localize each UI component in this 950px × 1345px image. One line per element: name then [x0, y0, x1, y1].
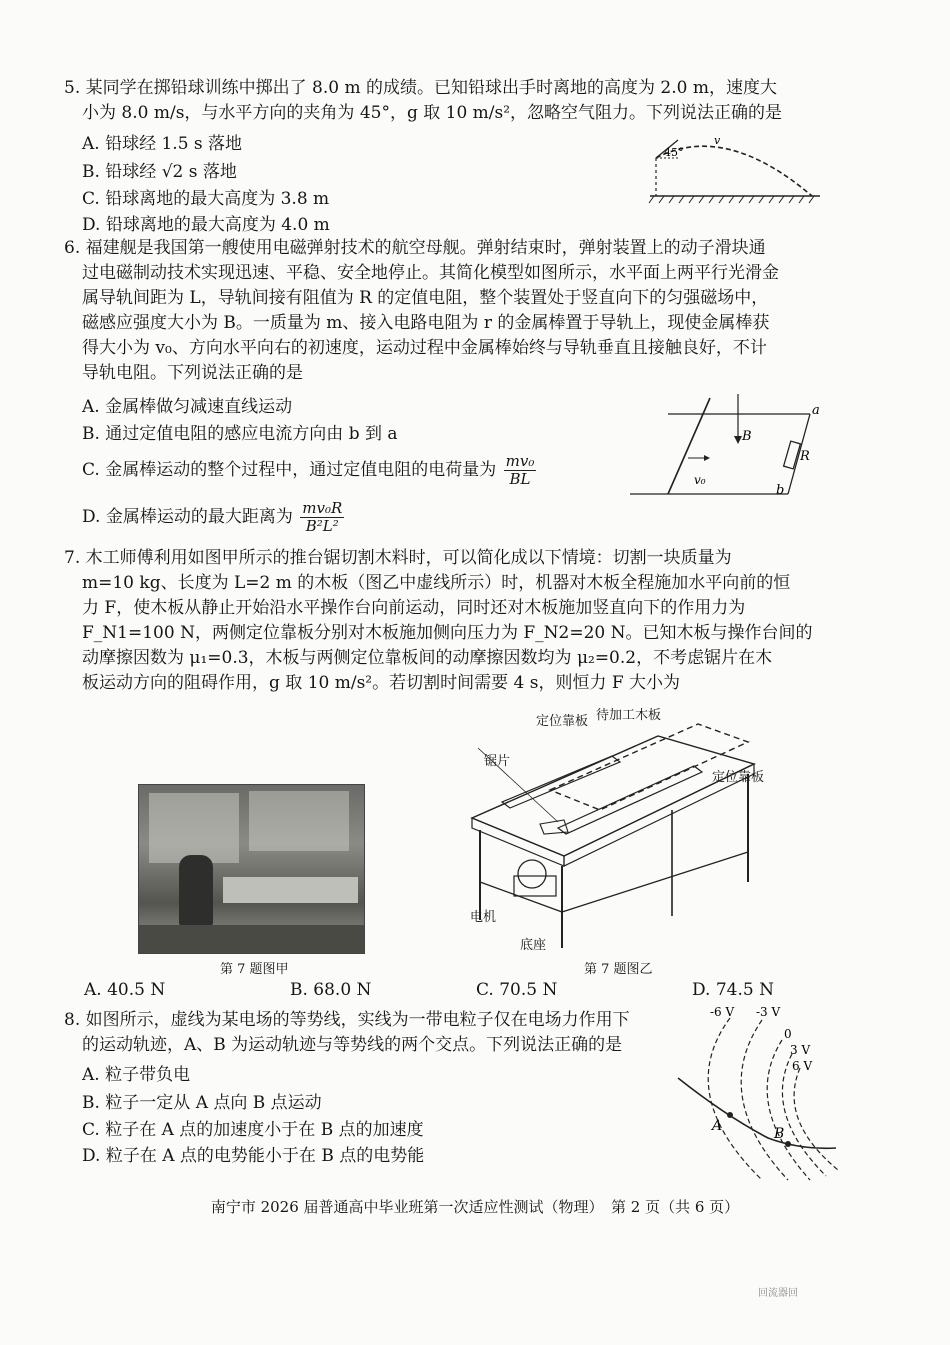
q8-point-b-label: B	[774, 1126, 785, 1142]
q5-line-2: 小为 8.0 m/s，与水平方向的夹角为 45°，g 取 10 m/s²，忽略空气阻力。下列说法正确的是	[82, 103, 783, 123]
q7-option-b: B. 68.0 N	[290, 980, 372, 1000]
q8-line-2: 的运动轨迹，A、B 为运动轨迹与等势线的两个交点。下列说法正确的是	[82, 1035, 623, 1055]
q8-field-figure	[670, 1004, 845, 1184]
q8-line-1: 8. 如图所示，虚线为某电场的等势线，实线为一带电粒子仅在电场力作用下	[64, 1010, 630, 1030]
q8-label-zero: 0	[784, 1027, 792, 1041]
q7-caption-a: 第 7 题图甲	[220, 962, 289, 977]
q8-option-d: D. 粒子在 A 点的电势能小于在 B 点的电势能	[82, 1146, 425, 1166]
q6-option-c	[82, 453, 536, 488]
q6-option-a: A. 金属棒做匀减速直线运动	[82, 397, 293, 417]
q8-label-minus3: -3 V	[756, 1005, 781, 1019]
q5-option-c: C. 铅球离地的最大高度为 3.8 m	[82, 189, 330, 209]
q6-circuit-figure	[622, 390, 827, 500]
q7-label-blade: 锯片	[484, 754, 511, 769]
q6-option-d-fraction	[300, 500, 344, 535]
q8-option-c: C. 粒子在 A 点的加速度小于在 B 点的加速度	[82, 1120, 424, 1140]
q6-option-d-text: D. 金属棒运动的最大距离为	[82, 507, 293, 527]
q6-line-6: 导轨电阻。下列说法正确的是	[82, 363, 303, 383]
q7-caption-b: 第 7 题图乙	[584, 962, 653, 977]
q5-figure	[640, 130, 825, 210]
q8-label-plus3: 3 V	[790, 1043, 811, 1057]
q6-option-c-num: mv₀	[505, 452, 535, 470]
q6-line-3: 属导轨间距为 L，导轨间接有阻值为 R 的定值电阻，整个装置处于竖直向下的匀强磁场中，	[82, 288, 769, 308]
q7-photo	[138, 784, 365, 954]
q6-resistor-label: R	[800, 449, 810, 464]
q5-option-b: B. 铅球经 √2 s 落地	[82, 162, 237, 182]
q5-line-1: 5. 某同学在掷铅球训练中掷出了 8.0 m 的成绩。已知铅球出手时离地的高度为 2.0 m，速度大	[64, 78, 777, 98]
q6-option-d-den: B²L²	[305, 517, 339, 535]
q6-line-4: 磁感应强度大小为 B。一质量为 m、接入电路电阻为 r 的金属棒置于导轨上，现使金属棒获	[82, 313, 770, 333]
q8-option-b: B. 粒子一定从 A 点向 B 点运动	[82, 1093, 322, 1113]
q7-option-a: A. 40.5 N	[84, 980, 166, 1000]
q5-option-d: D. 铅球离地的最大高度为 4.0 m	[82, 215, 330, 235]
q5-angle-label: 45°	[664, 146, 684, 159]
q6-v0-label: v₀	[694, 473, 706, 487]
q8-label-minus6: -6 V	[710, 1005, 735, 1019]
q7-line-4: F_N1=100 N，两侧定位靠板分别对木板施加侧向压力为 F_N2=20 N。已知木板与操作台间的	[82, 623, 813, 643]
page-footer: 南宁市 2026 届普通高中毕业班第一次适应性测试（物理） 第 2 页（共 6 页）	[210, 1198, 740, 1216]
q7-line-1: 7. 木工师傅利用如图甲所示的推台锯切割木料时，可以简化成以下情境：切割一块质量为	[64, 548, 732, 568]
q8-label-plus6: 6 V	[792, 1059, 813, 1073]
q7-line-2: m=10 kg、长度为 L=2 m 的木板（图乙中虚线所示）时，机器对木板全程施加水平向前的恒	[82, 573, 791, 593]
q6-option-d	[82, 500, 344, 535]
corner-mark: 回流器回	[758, 1288, 798, 1299]
q8-point-a-label: A	[712, 1118, 723, 1134]
q6-point-b-label: b	[776, 483, 785, 498]
q6-option-d-num: mv₀R	[302, 499, 343, 517]
q8-stem	[64, 1008, 630, 1058]
q7-line-5: 动摩擦因数为 μ₁=0.3，木板与两侧定位靠板间的动摩擦因数均为 μ₂=0.2，不考虑锯片在木	[82, 648, 773, 668]
q7-line-3: 力 F，使木板从静止开始沿水平操作台向前运动，同时还对木板施加竖直向下的作用力为	[82, 598, 746, 618]
q7-line-6: 板运动方向的阻碍作用，g 取 10 m/s²。若切割时间需要 4 s，则恒力 F 大小为	[82, 673, 681, 693]
q6-option-c-text: C. 金属棒运动的整个过程中，通过定值电阻的电荷量为	[82, 460, 497, 480]
q5-stem	[64, 76, 782, 126]
q7-label-motor: 电机	[470, 910, 497, 925]
q6-stem	[64, 236, 779, 386]
q6-line-5: 得大小为 v₀、方向水平向右的初速度，运动过程中金属棒始终与导轨垂直且接触良好，不计	[82, 338, 767, 358]
q7-saw-diagram	[462, 706, 765, 956]
q8-option-a: A. 粒子带负电	[82, 1065, 191, 1085]
q5-v-label: v	[714, 134, 721, 147]
q7-option-d: D. 74.5 N	[692, 980, 774, 1000]
q7-label-guide-2: 定位靠板	[712, 770, 765, 785]
q6-point-a-label: a	[812, 403, 820, 418]
q7-label-board: 待加工木板	[596, 708, 662, 723]
q6-line-1: 6. 福建舰是我国第一艘使用电磁弹射技术的航空母舰。弹射结束时，弹射装置上的动子滑块通	[64, 238, 766, 258]
q6-option-c-fraction	[504, 453, 537, 488]
q6-option-b: B. 通过定值电阻的感应电流方向由 b 到 a	[82, 424, 398, 444]
q6-b-field-label: B	[742, 429, 752, 444]
q7-stem	[64, 546, 813, 696]
q6-line-2: 过电磁制动技术实现迅速、平稳、安全地停止。其简化模型如图所示，水平面上两平行光滑金	[82, 263, 779, 283]
q6-option-c-den: BL	[509, 470, 531, 488]
q7-label-guide-1: 定位靠板	[536, 714, 589, 729]
q5-option-a: A. 铅球经 1.5 s 落地	[82, 134, 243, 154]
q7-option-c: C. 70.5 N	[476, 980, 558, 1000]
q7-label-base: 底座	[520, 938, 547, 953]
